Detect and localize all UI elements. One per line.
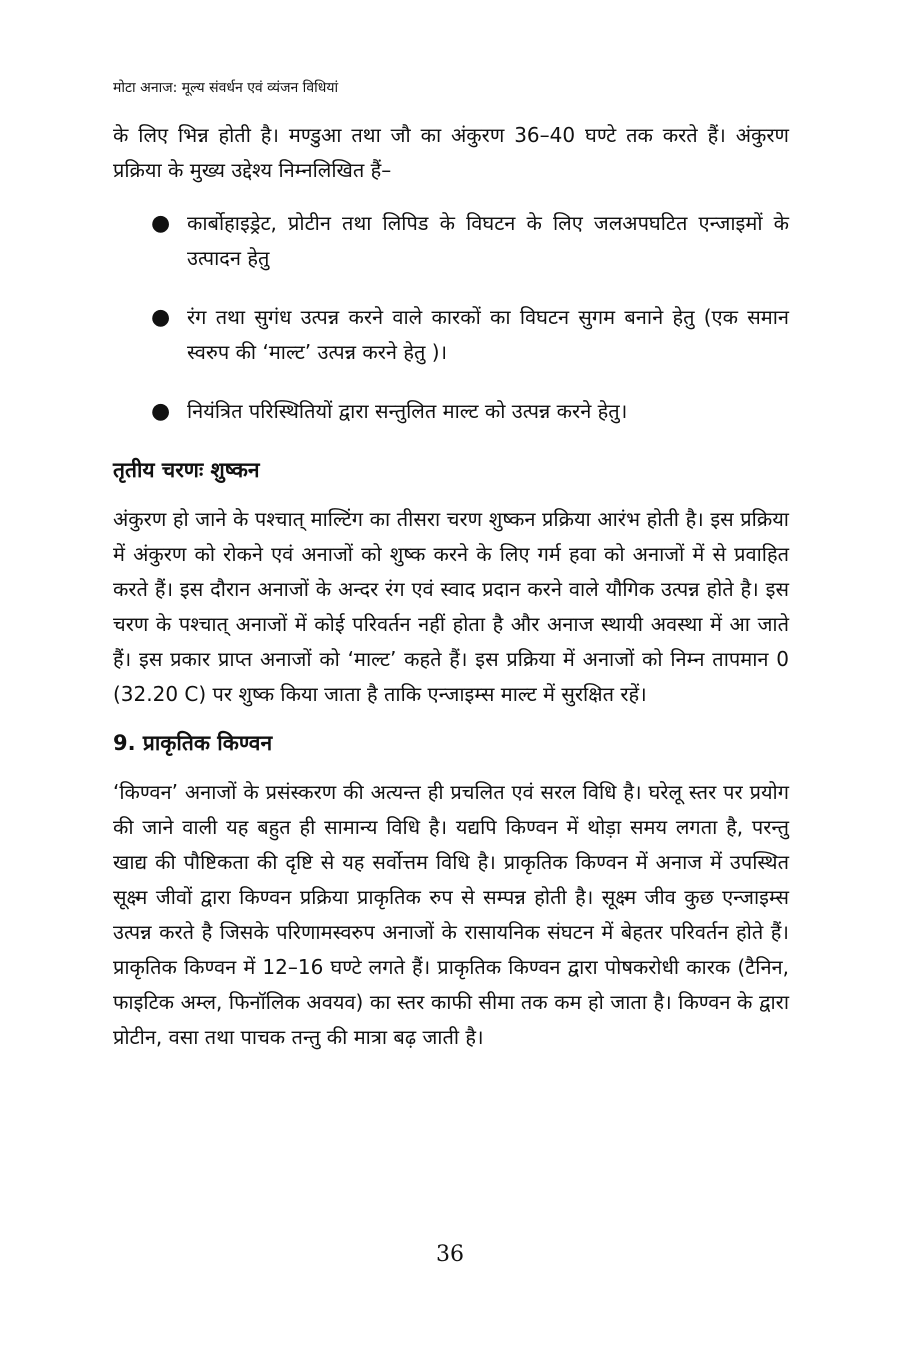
fermentation-paragraph: ‘किण्वन’ अनाजों के प्रसंस्करण की अत्यन्त ही प्रचलित एवं सरल विधि है। घरेलू स्तर पर प्रयोग की जाने वाली यह बहुत ही सामान्य विधि है। यद्यपि किण्वन में थोड़ा समय लगता है, परन्तु खाद्य की पौष्टिकता की दृष्टि से यह सर्वोत्तम विधि है। प्राकृतिक किण्वन में अनाज में उपस्थित सूक्ष्म जीवों द्वारा किण्वन प्रक्रिया प्राकृतिक रुप से सम्पन्न होती है। सूक्ष्म जीव कुछ एन्जाइम्स उत्पन्न करते है जिसके परिणामस्वरुप अनाजों के रासायनिक संघटन में बेहतर परिवर्तन होते हैं। प्राकृतिक किण्वन में 12–16 घण्टे लगते हैं। प्राकृतिक किण्वन द्वारा पोषकरोधी कारक (टैनिन, फाइटिक अम्ल, फिनॉलिक अवयव) का स्तर काफी सीमा तक कम हो जाता है। किण्वन के द्वारा प्रोटीन, वसा तथा पाचक तन्तु की मात्रा बढ़ जाती है। bbox=[113, 780, 789, 1049]
list-item bbox=[113, 300, 789, 370]
list-item-text: रंग तथा सुगंध उत्पन्न करने वाले कारकों का विघटन सुगम बनाने हेतु (एक समान स्वरुप की ‘माल्ट’ उत्पन्न करने हेतु )। bbox=[187, 305, 789, 364]
page-number: 36 bbox=[436, 1242, 464, 1267]
page-body bbox=[113, 118, 789, 1055]
drying-paragraph: अंकुरण हो जाने के पश्चात् माल्टिंग का तीसरा चरण शुष्कन प्रक्रिया आरंभ होती है। इस प्रक्रिया में अंकुरण को रोकने एवं अनाजों को शुष्क करने के लिए गर्म हवा को अनाजों में से प्रवाहित करते हैं। इस दौरान अनाजों के अन्दर रंग एवं स्वाद प्रदान करने वाले यौगिक उत्पन्न होते है। इस चरण के पश्चात् अनाजों में कोई परिवर्तन नहीं होता है और अनाज स्थायी अवस्था में आ जाते हैं। इस प्रकार प्राप्त अनाजों को ‘माल्ट’ कहते हैं। इस प्रक्रिया में अनाजों को निम्न तापमान 0 (32.20 C) पर शुष्क किया जाता है ताकि एन्जाइम्स माल्ट में सुरक्षित रहें। bbox=[113, 507, 789, 706]
bullet-icon: ● bbox=[151, 399, 171, 424]
bullet-icon: ● bbox=[151, 211, 171, 236]
list-item bbox=[113, 206, 789, 276]
list-item-text: नियंत्रित परिस्थितियों द्वारा सन्तुलित माल्ट को उत्पन्न करने हेतु। bbox=[187, 399, 628, 423]
section-heading-fermentation: 9. प्राकृतिक किण्वन bbox=[113, 731, 273, 755]
list-item-text: कार्बोहाइड्रेट, प्रोटीन तथा लिपिड के विघटन के लिए जलअपघटित एन्जाइमों के उत्पादन हेतु bbox=[187, 211, 789, 270]
objectives-list bbox=[113, 206, 789, 429]
section-heading-drying: तृतीय चरणः शुष्कन bbox=[113, 458, 260, 482]
running-header: मोटा अनाज: मूल्य संवर्धन एवं व्यंजन विधियां bbox=[113, 80, 339, 96]
intro-paragraph: के लिए भिन्न होती है। मण्डुआ तथा जौ का अंकुरण 36–40 घण्टे तक करते हैं। अंकुरण प्रक्रिया के मुख्य उद्देश्य निम्नलिखित हैं– bbox=[113, 123, 789, 182]
bullet-icon: ● bbox=[151, 305, 171, 330]
list-item bbox=[113, 394, 789, 429]
